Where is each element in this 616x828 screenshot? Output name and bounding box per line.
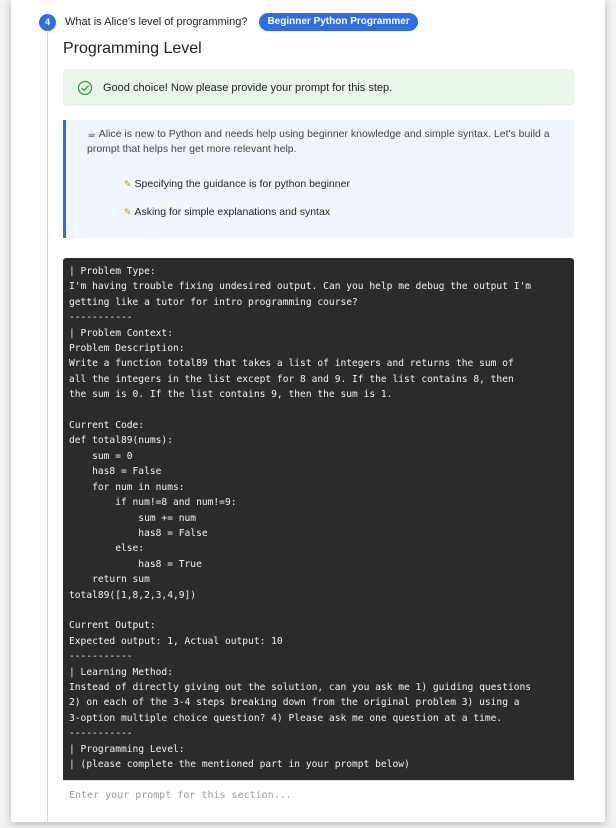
answer-badge[interactable]: Beginner Python Programmer	[259, 13, 417, 31]
code-line: | (please complete the mentioned part in your prompt below)	[69, 759, 410, 770]
code-text	[63, 258, 574, 772]
step-header[interactable]	[39, 12, 418, 32]
code-line: if num!=8 and num!=9:	[69, 497, 237, 509]
info-bullet-label: Asking for simple explanations and syntax	[134, 206, 331, 218]
code-line: the sum is 0. If the list contains 9, then the sum is 1.	[69, 389, 393, 401]
step-card	[11, 0, 605, 822]
prompt-input[interactable]	[63, 780, 574, 810]
code-line: all the integers in the list except for 8 and 9. If the list contains 8, then	[69, 373, 514, 385]
code-line: has8 = False	[69, 527, 208, 539]
code-line: total89([1,8,2,3,4,9])	[69, 589, 197, 601]
info-callout	[63, 120, 574, 238]
code-line: Current Code:	[69, 420, 145, 432]
code-line: | Problem Type:	[69, 266, 156, 277]
code-line	[69, 403, 574, 418]
check-circle-icon	[77, 80, 93, 96]
step-question: What is Alice's level of programming?	[65, 16, 248, 28]
step-timeline-line	[47, 32, 48, 822]
code-line: def total89(nums):	[69, 435, 173, 447]
code-line: has8 = False	[69, 466, 162, 478]
code-line: -----------	[69, 651, 133, 663]
code-line: Write a function total89 that takes a list of integers and returns the sum of	[69, 358, 514, 370]
code-line: | Problem Context:	[69, 327, 173, 339]
code-line: for num in nums:	[69, 481, 185, 493]
code-line: sum += num	[69, 512, 197, 524]
code-line: | Programming Level:	[69, 743, 185, 755]
code-line: Expected output: 1, Actual output: 10	[69, 635, 283, 647]
code-line: I'm having trouble fixing undesired output. Can you help me debug the output I'm	[69, 281, 532, 293]
code-line: has8 = True	[69, 558, 202, 570]
code-line: | Learning Method:	[69, 666, 173, 678]
code-line: Instead of directly giving out the solution, can you ask me 1) guiding questions	[69, 681, 532, 693]
code-line: getting like a tutor for intro programming course?	[69, 296, 358, 308]
success-alert	[63, 69, 574, 106]
code-line: -----------	[69, 728, 133, 740]
pencil-icon: ✎	[124, 206, 132, 217]
success-message: Good choice! Now please provide your prompt for this step.	[103, 81, 393, 94]
code-line: else:	[69, 543, 145, 555]
info-bullet	[124, 206, 330, 218]
code-line: 2) on each of the 3-4 steps breaking down from the original problem 3) using a	[69, 697, 520, 709]
code-line: -----------	[69, 312, 133, 324]
info-bullet	[124, 178, 350, 190]
code-line: 3-option multiple choice question? 4) Please ask me one question at a time.	[69, 712, 503, 724]
code-line: sum = 0	[69, 450, 133, 462]
pencil-icon: ✎	[124, 178, 132, 189]
step-number-badge: 4	[39, 14, 56, 31]
prompt-code-block	[63, 258, 574, 780]
code-line: return sum	[69, 574, 150, 586]
code-line: Problem Description:	[69, 343, 185, 355]
code-line	[69, 603, 574, 618]
code-line: Current Output:	[69, 620, 156, 632]
info-bullet-label: Specifying the guidance is for python beginner	[134, 178, 350, 190]
info-text: ☕ Alice is new to Python and needs help using beginner knowledge and simple syntax. Let's build a prompt that helps her get more relevant help.	[87, 128, 550, 155]
section-title: Programming Level	[63, 40, 202, 57]
